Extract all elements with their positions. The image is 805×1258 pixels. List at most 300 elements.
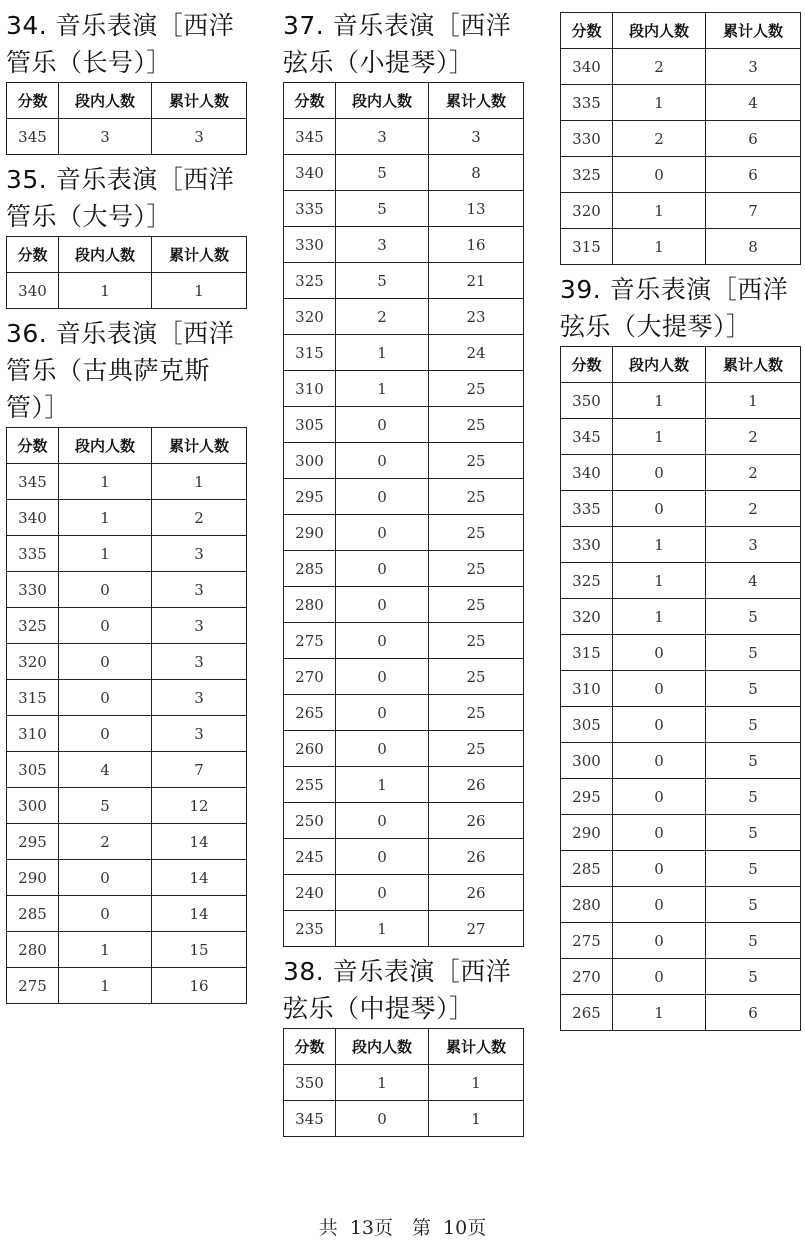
score-cell: 330: [561, 527, 613, 563]
segment-count-cell: 0: [336, 587, 429, 623]
table-row: [284, 335, 524, 371]
segment-count-cell: 0: [613, 491, 706, 527]
section-title: 35. 音乐表演［西洋管乐（大号）］: [6, 165, 235, 231]
table-header-row: [561, 347, 801, 383]
column-header: 分数: [7, 237, 59, 273]
score-cell: 305: [7, 752, 59, 788]
table-row: [7, 273, 247, 309]
table-row: [561, 851, 801, 887]
cumulative-count-cell: 3: [152, 572, 247, 608]
score-cell: 285: [7, 896, 59, 932]
column-header: 累计人数: [429, 1029, 524, 1065]
score-cell: 275: [284, 623, 336, 659]
cumulative-count-cell: 6: [706, 121, 801, 157]
score-cell: 340: [284, 155, 336, 191]
segment-count-cell: 2: [59, 824, 152, 860]
score-cell: 315: [561, 229, 613, 265]
table-row: [561, 383, 801, 419]
table-row: [7, 644, 247, 680]
section-title: 38. 音乐表演［西洋弦乐（中提琴）］: [283, 957, 512, 1023]
score-cell: 325: [561, 563, 613, 599]
cumulative-count-cell: 7: [152, 752, 247, 788]
score-cell: 345: [7, 464, 59, 500]
table-row: [284, 1101, 524, 1137]
segment-count-cell: 1: [613, 995, 706, 1031]
table-row: [7, 500, 247, 536]
table-row: [284, 407, 524, 443]
cumulative-count-cell: 4: [706, 85, 801, 121]
column-header: 段内人数: [59, 83, 152, 119]
segment-count-cell: 1: [59, 932, 152, 968]
table-row: [561, 229, 801, 265]
section-title: 36. 音乐表演［西洋管乐（古典萨克斯管）］: [6, 319, 235, 422]
score-cell: 325: [7, 608, 59, 644]
column-header: 段内人数: [59, 237, 152, 273]
score-cell: 280: [7, 932, 59, 968]
table-row: [561, 635, 801, 671]
cumulative-count-cell: 5: [706, 959, 801, 995]
score-cell: 265: [284, 695, 336, 731]
table-row: [284, 191, 524, 227]
cumulative-count-cell: 25: [429, 371, 524, 407]
table-row: [561, 419, 801, 455]
score-section: [560, 12, 800, 265]
score-cell: 340: [7, 500, 59, 536]
cumulative-count-cell: 2: [706, 419, 801, 455]
table-row: [561, 887, 801, 923]
table-row: [284, 803, 524, 839]
cumulative-count-cell: 26: [429, 803, 524, 839]
table-row: [7, 119, 247, 155]
cumulative-count-cell: 6: [706, 995, 801, 1031]
segment-count-cell: 1: [59, 500, 152, 536]
score-cell: 305: [284, 407, 336, 443]
score-cell: 300: [561, 743, 613, 779]
cumulative-count-cell: 5: [706, 743, 801, 779]
column-header: 分数: [561, 13, 613, 49]
cumulative-count-cell: 2: [152, 500, 247, 536]
score-cell: 295: [284, 479, 336, 515]
segment-count-cell: 0: [613, 671, 706, 707]
score-cell: 280: [284, 587, 336, 623]
score-table: [6, 427, 247, 1004]
score-cell: 260: [284, 731, 336, 767]
cumulative-count-cell: 25: [429, 695, 524, 731]
segment-count-cell: 0: [336, 443, 429, 479]
table-row: [284, 875, 524, 911]
segment-count-cell: 0: [59, 644, 152, 680]
cumulative-count-cell: 5: [706, 707, 801, 743]
segment-count-cell: 0: [336, 1101, 429, 1137]
cumulative-count-cell: 13: [429, 191, 524, 227]
cumulative-count-cell: 5: [706, 779, 801, 815]
score-cell: 300: [284, 443, 336, 479]
table-row: [7, 608, 247, 644]
score-cell: 310: [7, 716, 59, 752]
table-row: [284, 155, 524, 191]
segment-count-cell: 0: [613, 455, 706, 491]
cumulative-count-cell: 25: [429, 443, 524, 479]
segment-count-cell: 0: [613, 635, 706, 671]
cumulative-count-cell: 5: [706, 923, 801, 959]
score-table: [560, 346, 801, 1031]
cumulative-count-cell: 25: [429, 479, 524, 515]
segment-count-cell: 0: [59, 608, 152, 644]
table-row: [561, 707, 801, 743]
column-header: 累计人数: [152, 237, 247, 273]
cumulative-count-cell: 1: [152, 464, 247, 500]
table-row: [7, 752, 247, 788]
table-row: [7, 824, 247, 860]
cumulative-count-cell: 5: [706, 635, 801, 671]
column-header: 累计人数: [706, 13, 801, 49]
cumulative-count-cell: 3: [152, 536, 247, 572]
table-row: [561, 743, 801, 779]
table-header-row: [284, 83, 524, 119]
table-row: [284, 515, 524, 551]
cumulative-count-cell: 3: [152, 680, 247, 716]
score-cell: 290: [284, 515, 336, 551]
score-cell: 265: [561, 995, 613, 1031]
table-row: [561, 455, 801, 491]
table-row: [561, 157, 801, 193]
score-cell: 315: [7, 680, 59, 716]
segment-count-cell: 0: [59, 860, 152, 896]
segment-count-cell: 0: [336, 659, 429, 695]
segment-count-cell: 0: [59, 896, 152, 932]
cumulative-count-cell: 25: [429, 731, 524, 767]
segment-count-cell: 0: [613, 157, 706, 193]
table-row: [561, 563, 801, 599]
table-row: [561, 527, 801, 563]
column-header: 段内人数: [59, 428, 152, 464]
segment-count-cell: 1: [613, 383, 706, 419]
score-section: [6, 315, 246, 1004]
cumulative-count-cell: 1: [429, 1101, 524, 1137]
table-row: [7, 572, 247, 608]
score-cell: 320: [561, 193, 613, 229]
segment-count-cell: 1: [613, 85, 706, 121]
column-header: 累计人数: [429, 83, 524, 119]
table-row: [561, 779, 801, 815]
segment-count-cell: 0: [613, 959, 706, 995]
segment-count-cell: 0: [613, 815, 706, 851]
score-cell: 275: [561, 923, 613, 959]
segment-count-cell: 0: [59, 572, 152, 608]
score-cell: 350: [561, 383, 613, 419]
cumulative-count-cell: 26: [429, 839, 524, 875]
cumulative-count-cell: 24: [429, 335, 524, 371]
score-cell: 320: [561, 599, 613, 635]
segment-count-cell: 0: [613, 923, 706, 959]
score-cell: 240: [284, 875, 336, 911]
table-header-row: [7, 237, 247, 273]
score-cell: 290: [561, 815, 613, 851]
table-row: [561, 815, 801, 851]
table-row: [284, 263, 524, 299]
cumulative-count-cell: 12: [152, 788, 247, 824]
score-cell: 345: [7, 119, 59, 155]
segment-count-cell: 0: [336, 803, 429, 839]
score-section: [6, 7, 246, 155]
score-cell: 305: [561, 707, 613, 743]
section-title: 37. 音乐表演［西洋弦乐（小提琴）］: [283, 11, 512, 77]
table-row: [561, 923, 801, 959]
score-cell: 325: [284, 263, 336, 299]
column-header: 分数: [7, 428, 59, 464]
cumulative-count-cell: 21: [429, 263, 524, 299]
segment-count-cell: 1: [613, 193, 706, 229]
column-header: 分数: [284, 1029, 336, 1065]
column-header: 分数: [7, 83, 59, 119]
score-cell: 325: [561, 157, 613, 193]
segment-count-cell: 1: [336, 1065, 429, 1101]
column-header: 累计人数: [152, 83, 247, 119]
cumulative-count-cell: 15: [152, 932, 247, 968]
table-row: [561, 995, 801, 1031]
segment-count-cell: 0: [613, 779, 706, 815]
segment-count-cell: 0: [336, 731, 429, 767]
segment-count-cell: 0: [613, 851, 706, 887]
segment-count-cell: 1: [613, 419, 706, 455]
segment-count-cell: 2: [613, 49, 706, 85]
segment-count-cell: 0: [613, 743, 706, 779]
segment-count-cell: 1: [336, 371, 429, 407]
score-cell: 340: [561, 455, 613, 491]
cumulative-count-cell: 3: [706, 49, 801, 85]
cumulative-count-cell: 16: [429, 227, 524, 263]
segment-count-cell: 1: [613, 599, 706, 635]
segment-count-cell: 0: [613, 887, 706, 923]
cumulative-count-cell: 1: [429, 1065, 524, 1101]
table-row: [284, 767, 524, 803]
table-row: [284, 227, 524, 263]
score-cell: 270: [561, 959, 613, 995]
score-cell: 255: [284, 767, 336, 803]
cumulative-count-cell: 14: [152, 860, 247, 896]
table-row: [284, 731, 524, 767]
score-cell: 295: [561, 779, 613, 815]
table-header-row: [284, 1029, 524, 1065]
cumulative-count-cell: 3: [152, 716, 247, 752]
segment-count-cell: 5: [336, 263, 429, 299]
table-row: [561, 85, 801, 121]
score-cell: 295: [7, 824, 59, 860]
segment-count-cell: 0: [59, 716, 152, 752]
table-header-row: [561, 13, 801, 49]
score-cell: 300: [7, 788, 59, 824]
cumulative-count-cell: 3: [429, 119, 524, 155]
score-cell: 320: [284, 299, 336, 335]
score-cell: 345: [284, 119, 336, 155]
segment-count-cell: 0: [336, 839, 429, 875]
score-cell: 315: [561, 635, 613, 671]
segment-count-cell: 0: [336, 875, 429, 911]
segment-count-cell: 2: [613, 121, 706, 157]
table-row: [561, 599, 801, 635]
segment-count-cell: 3: [336, 227, 429, 263]
segment-count-cell: 5: [336, 191, 429, 227]
table-row: [7, 536, 247, 572]
segment-count-cell: 2: [336, 299, 429, 335]
section-title: 34. 音乐表演［西洋管乐（长号）］: [6, 11, 235, 77]
cumulative-count-cell: 5: [706, 815, 801, 851]
table-row: [284, 695, 524, 731]
table-row: [284, 911, 524, 947]
segment-count-cell: 0: [613, 707, 706, 743]
score-table: [6, 82, 247, 155]
score-cell: 270: [284, 659, 336, 695]
score-cell: 350: [284, 1065, 336, 1101]
column-header: 段内人数: [336, 83, 429, 119]
segment-count-cell: 1: [59, 273, 152, 309]
page-footer: 共 13页 第 10页: [318, 1217, 487, 1239]
table-row: [7, 464, 247, 500]
segment-count-cell: 3: [59, 119, 152, 155]
cumulative-count-cell: 3: [152, 119, 247, 155]
score-cell: 345: [284, 1101, 336, 1137]
score-cell: 335: [284, 191, 336, 227]
score-cell: 330: [561, 121, 613, 157]
cumulative-count-cell: 26: [429, 875, 524, 911]
segment-count-cell: 1: [336, 911, 429, 947]
column-header: 段内人数: [613, 347, 706, 383]
score-table: [283, 1028, 524, 1137]
segment-count-cell: 1: [59, 536, 152, 572]
segment-count-cell: 1: [613, 563, 706, 599]
score-cell: 245: [284, 839, 336, 875]
table-row: [7, 968, 247, 1004]
table-row: [284, 623, 524, 659]
segment-count-cell: 5: [59, 788, 152, 824]
column-middle: [283, 0, 523, 1137]
score-cell: 345: [561, 419, 613, 455]
cumulative-count-cell: 5: [706, 887, 801, 923]
table-row: [284, 479, 524, 515]
column-header: 段内人数: [336, 1029, 429, 1065]
table-row: [284, 443, 524, 479]
cumulative-count-cell: 3: [152, 644, 247, 680]
table-row: [561, 193, 801, 229]
column-header: 分数: [284, 83, 336, 119]
cumulative-count-cell: 25: [429, 623, 524, 659]
cumulative-count-cell: 2: [706, 491, 801, 527]
cumulative-count-cell: 26: [429, 767, 524, 803]
table-row: [284, 551, 524, 587]
score-cell: 320: [7, 644, 59, 680]
cumulative-count-cell: 3: [706, 527, 801, 563]
column-header: 段内人数: [613, 13, 706, 49]
segment-count-cell: 0: [59, 680, 152, 716]
score-cell: 310: [284, 371, 336, 407]
segment-count-cell: 1: [59, 968, 152, 1004]
table-row: [561, 49, 801, 85]
segment-count-cell: 0: [336, 515, 429, 551]
score-cell: 335: [561, 491, 613, 527]
table-row: [7, 896, 247, 932]
table-row: [561, 491, 801, 527]
column-header: 累计人数: [152, 428, 247, 464]
score-cell: 340: [561, 49, 613, 85]
score-table: [6, 236, 247, 309]
segment-count-cell: 0: [336, 551, 429, 587]
segment-count-cell: 0: [336, 623, 429, 659]
table-header-row: [7, 83, 247, 119]
score-cell: 310: [561, 671, 613, 707]
score-cell: 275: [7, 968, 59, 1004]
cumulative-count-cell: 3: [152, 608, 247, 644]
table-row: [284, 1065, 524, 1101]
section-title: 39. 音乐表演［西洋弦乐（大提琴）］: [560, 275, 789, 341]
cumulative-count-cell: 16: [152, 968, 247, 1004]
score-table: [283, 82, 524, 947]
cumulative-count-cell: 5: [706, 599, 801, 635]
table-header-row: [7, 428, 247, 464]
cumulative-count-cell: 8: [429, 155, 524, 191]
segment-count-cell: 1: [613, 229, 706, 265]
table-row: [7, 788, 247, 824]
table-row: [284, 587, 524, 623]
score-cell: 330: [284, 227, 336, 263]
cumulative-count-cell: 2: [706, 455, 801, 491]
cumulative-count-cell: 1: [706, 383, 801, 419]
score-cell: 290: [7, 860, 59, 896]
table-row: [284, 839, 524, 875]
table-row: [284, 119, 524, 155]
cumulative-count-cell: 27: [429, 911, 524, 947]
cumulative-count-cell: 25: [429, 659, 524, 695]
segment-count-cell: 0: [336, 407, 429, 443]
table-row: [284, 371, 524, 407]
segment-count-cell: 1: [336, 335, 429, 371]
score-cell: 235: [284, 911, 336, 947]
segment-count-cell: 5: [336, 155, 429, 191]
table-row: [561, 671, 801, 707]
cumulative-count-cell: 4: [706, 563, 801, 599]
score-table: [560, 12, 801, 265]
column-right: [560, 0, 800, 1031]
score-cell: 330: [7, 572, 59, 608]
table-row: [284, 299, 524, 335]
score-section: [283, 953, 523, 1137]
segment-count-cell: 1: [336, 767, 429, 803]
cumulative-count-cell: 8: [706, 229, 801, 265]
cumulative-count-cell: 1: [152, 273, 247, 309]
column-header: 累计人数: [706, 347, 801, 383]
table-row: [7, 680, 247, 716]
cumulative-count-cell: 25: [429, 587, 524, 623]
segment-count-cell: 0: [336, 479, 429, 515]
cumulative-count-cell: 14: [152, 896, 247, 932]
segment-count-cell: 1: [613, 527, 706, 563]
score-cell: 280: [561, 887, 613, 923]
table-row: [7, 716, 247, 752]
cumulative-count-cell: 7: [706, 193, 801, 229]
score-cell: 335: [561, 85, 613, 121]
table-row: [561, 959, 801, 995]
score-section: [560, 271, 800, 1031]
cumulative-count-cell: 23: [429, 299, 524, 335]
cumulative-count-cell: 5: [706, 851, 801, 887]
cumulative-count-cell: 25: [429, 551, 524, 587]
cumulative-count-cell: 5: [706, 671, 801, 707]
score-cell: 340: [7, 273, 59, 309]
cumulative-count-cell: 25: [429, 515, 524, 551]
cumulative-count-cell: 25: [429, 407, 524, 443]
table-row: [284, 659, 524, 695]
cumulative-count-cell: 6: [706, 157, 801, 193]
score-cell: 335: [7, 536, 59, 572]
